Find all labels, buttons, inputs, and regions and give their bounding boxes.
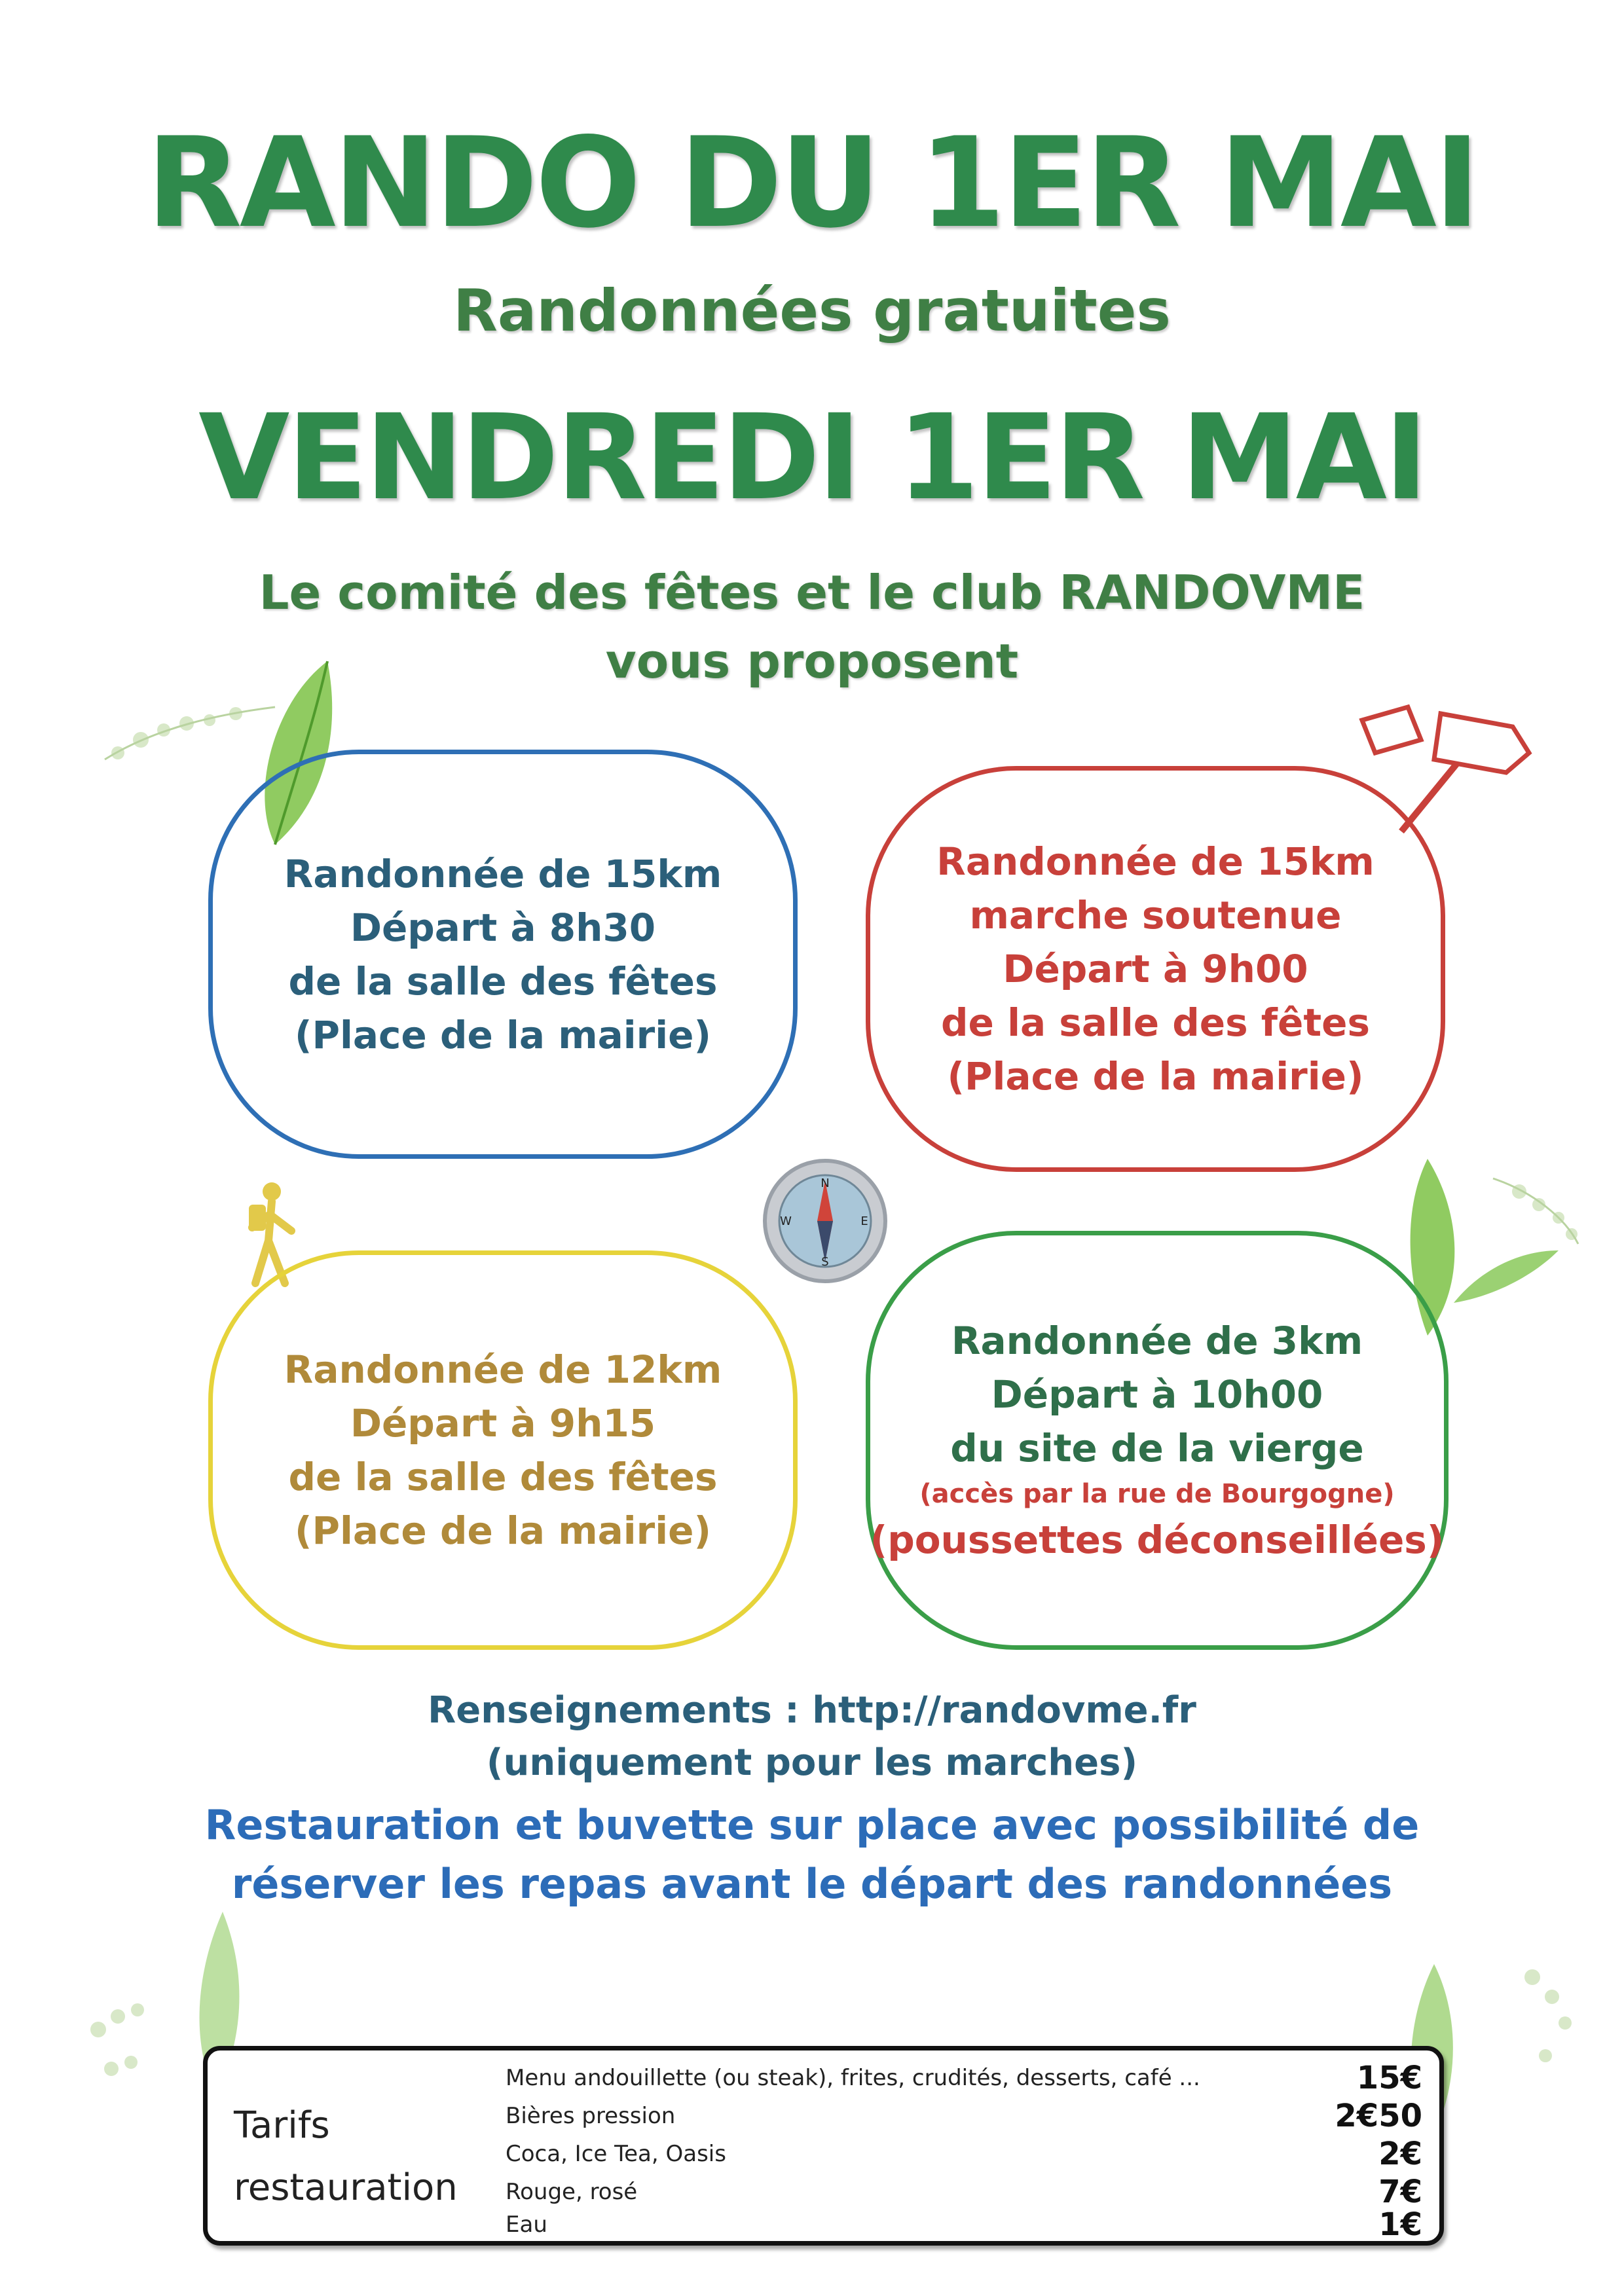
tariff-row xyxy=(506,2205,1422,2244)
tariff-item: Bières pression xyxy=(506,2103,676,2129)
tariff-price: 2€50 xyxy=(1335,2098,1422,2134)
compass-icon xyxy=(760,1156,891,1286)
svg-text:N: N xyxy=(821,1176,830,1190)
walk-line: Randonnée de 12km xyxy=(284,1347,722,1392)
walk-bubble-3km xyxy=(866,1231,1449,1650)
walk-line: marche soutenue xyxy=(969,893,1342,938)
tariff-box xyxy=(203,2046,1444,2246)
restauration-line-1: Restauration et buvette sur place avec possibilité de xyxy=(204,1801,1420,1849)
svg-text:E: E xyxy=(860,1214,868,1228)
walk-line: Randonnée de 15km xyxy=(936,839,1375,884)
tariff-item: Rouge, rosé xyxy=(506,2179,638,2205)
walk-stroller-warning: (poussettes déconseillées) xyxy=(870,1518,1445,1562)
walk-line: Départ à 9h00 xyxy=(1003,947,1308,991)
walk-bubble-15km-fast xyxy=(866,766,1445,1172)
info-website-line: Renseignements : http://randovme.fr xyxy=(428,1689,1196,1732)
walk-line: de la salle des fêtes xyxy=(288,958,718,1004)
info-note-line: (uniquement pour les marches) xyxy=(486,1741,1138,1784)
walk-line: Randonnée de 15km xyxy=(284,851,722,896)
tariff-label-2: restauration xyxy=(234,2166,458,2209)
tariff-label-1: Tarifs xyxy=(234,2104,330,2147)
walk-bubble-15km xyxy=(208,750,798,1159)
walk-line: du site de la vierge xyxy=(950,1426,1364,1470)
walk-line: de la salle des fêtes xyxy=(288,1455,718,1499)
walk-line: Départ à 8h30 xyxy=(350,905,656,950)
tariff-price: 1€ xyxy=(1378,2206,1422,2243)
walk-line: (Place de la mairie) xyxy=(295,1508,711,1553)
tariff-row xyxy=(506,2134,1422,2174)
walk-line: (Place de la mairie) xyxy=(295,1012,711,1057)
tariff-row xyxy=(506,2096,1422,2136)
tariff-item: Menu andouillette (ou steak), frites, crudités, desserts, café ... xyxy=(506,2065,1200,2091)
walk-line: Départ à 9h15 xyxy=(350,1401,656,1446)
organizers-line-1: Le comité des fêtes et le club RANDOVME xyxy=(259,565,1365,620)
tariff-price: 2€ xyxy=(1378,2136,1422,2172)
walk-line: de la salle des fêtes xyxy=(941,1000,1370,1045)
event-date: VENDREDI 1ER MAI xyxy=(198,390,1426,526)
svg-text:W: W xyxy=(780,1214,792,1228)
poster-subtitle: Randonnées gratuites xyxy=(453,277,1171,344)
svg-text:S: S xyxy=(821,1255,829,1269)
tariff-price: 7€ xyxy=(1378,2174,1422,2210)
tariff-price: 15€ xyxy=(1356,2060,1422,2096)
walk-bubble-12km xyxy=(208,1250,798,1650)
organizers-line-2: vous proposent xyxy=(605,634,1019,689)
walk-access-note: (accès par la rue de Bourgogne) xyxy=(919,1479,1395,1509)
walk-line: Randonnée de 3km xyxy=(951,1319,1363,1363)
tariff-row xyxy=(506,2058,1422,2098)
tariff-item: Eau xyxy=(506,2212,547,2238)
walk-line: (Place de la mairie) xyxy=(947,1054,1364,1099)
tariff-item: Coca, Ice Tea, Oasis xyxy=(506,2141,726,2167)
restauration-line-2: réserver les repas avant le départ des randonnées xyxy=(231,1860,1393,1908)
walk-line: Départ à 10h00 xyxy=(991,1372,1323,1417)
poster-title: RANDO DU 1ER MAI xyxy=(146,111,1478,255)
